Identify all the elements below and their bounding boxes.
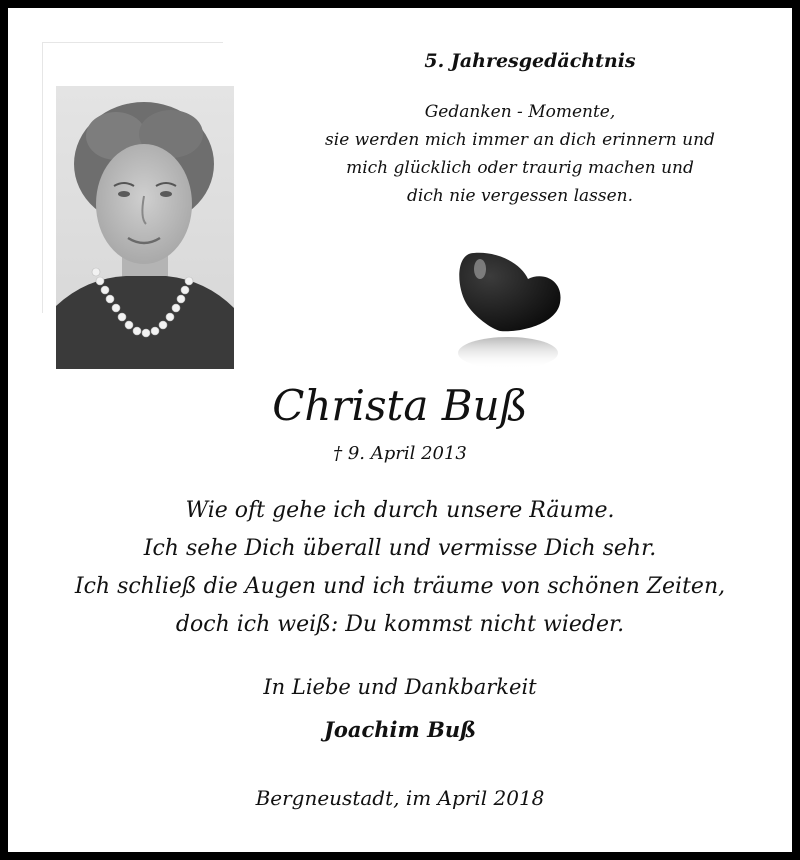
memorial-verse <box>0 492 800 644</box>
signer-name: Joachim Buß <box>323 717 477 742</box>
verse-line: Ich sehe Dich überall und vermisse Dich sehr. <box>143 536 657 561</box>
verse-line: Wie oft gehe ich durch unsere Räume. <box>185 498 615 523</box>
anniversary-heading: 5. Jahresgedächtnis <box>424 50 636 72</box>
poem <box>300 98 740 210</box>
closing-phrase: In Liebe und Dankbarkeit <box>263 675 537 699</box>
poem-line: mich glücklich oder traurig machen und <box>346 158 694 178</box>
death-date: † 9. April 2013 <box>333 443 467 464</box>
portrait-photo <box>56 86 234 369</box>
poem-line: dich nie vergessen lassen. <box>406 186 634 206</box>
heart-icon <box>452 245 568 375</box>
poem-line: sie werden mich immer an dich erinnern und <box>325 130 715 150</box>
poem-line: Gedanken - Momente, <box>424 102 616 122</box>
deceased-name: Christa Buß <box>272 381 528 430</box>
place-and-date: Bergneustadt, im April 2018 <box>255 786 545 810</box>
verse-line: Ich schließ die Augen und ich träume von schönen Zeiten, <box>74 574 726 599</box>
verse-line: doch ich weiß: Du kommst nicht wieder. <box>175 612 625 637</box>
